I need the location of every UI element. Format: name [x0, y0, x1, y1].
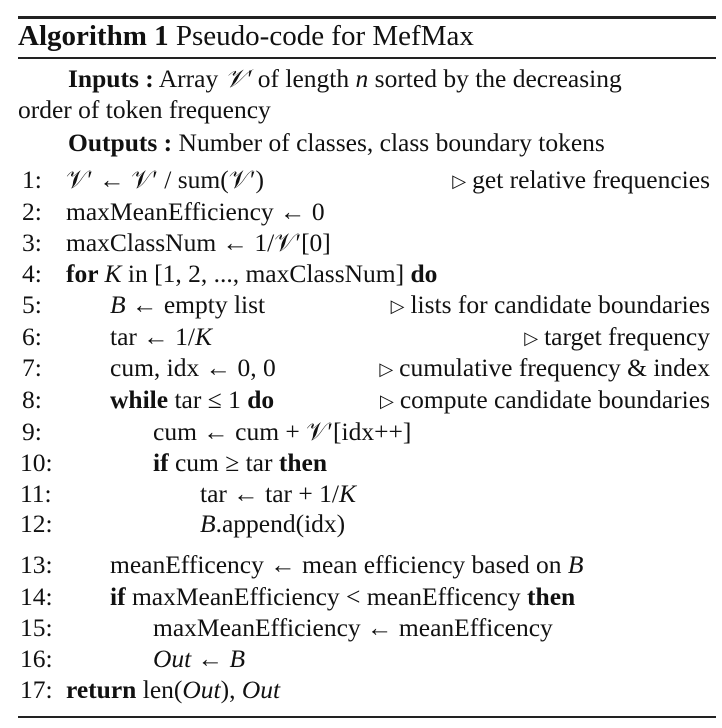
math-var: B: [110, 290, 126, 319]
inputs-text: Array: [158, 64, 225, 93]
math-var: Out: [182, 675, 221, 704]
code-text: len(: [136, 675, 183, 704]
algorithm-line: [0, 353, 722, 383]
algorithm-label: Algorithm 1: [18, 20, 169, 52]
line-comment: [452, 165, 710, 196]
comment-triangle-icon: ▷: [452, 171, 467, 191]
algorithm-line: [0, 675, 722, 705]
line-number: 6:: [22, 322, 42, 351]
algorithm-line: [0, 165, 722, 195]
line-code: [153, 644, 245, 674]
algorithm-line: [0, 613, 722, 643]
line-number: 15:: [20, 613, 53, 642]
code-text: maxMeanEfficiency < meanEfficency: [125, 582, 528, 611]
algorithm-line: [0, 197, 722, 227]
line-number: 3:: [22, 228, 42, 257]
top-rule: [18, 16, 716, 19]
inputs-text: of length: [251, 64, 356, 93]
keyword: do: [410, 259, 438, 288]
keyword: if: [110, 582, 126, 611]
algorithm-line: [0, 385, 722, 415]
comment-text: get relative frequencies: [472, 165, 710, 194]
code-text: ←: [191, 644, 230, 673]
caption-rule: [18, 57, 716, 59]
line-code: [110, 290, 265, 320]
line-comment: [524, 322, 710, 353]
keyword: then: [278, 448, 328, 477]
code-text: cum ≥ tar: [168, 448, 279, 477]
code-text: tar ← 1/: [110, 322, 195, 351]
line-number: 13:: [20, 550, 53, 579]
comment-text: compute candidate boundaries: [399, 385, 710, 414]
line-code: [110, 385, 274, 415]
math-var: Out: [153, 644, 192, 673]
bottom-rule: [18, 716, 716, 718]
code-text: meanEfficency ← mean efficiency based on: [110, 550, 568, 579]
code-text: tar ≤ 1: [168, 385, 248, 414]
line-code: [200, 509, 345, 539]
math-var: K: [339, 479, 357, 508]
algorithm-line: [0, 582, 722, 612]
line-code: [66, 228, 331, 258]
line-number: 10:: [20, 448, 53, 477]
line-number: 5:: [22, 290, 42, 319]
algorithm-line: [0, 290, 722, 320]
algorithm-line: [0, 479, 722, 509]
line-number: 2:: [22, 197, 42, 226]
inputs-n: n: [355, 64, 369, 93]
line-number: 14:: [20, 582, 53, 611]
line-code: [153, 613, 553, 643]
algorithm-line: [0, 644, 722, 674]
line-number: 4:: [22, 259, 42, 288]
math-var: K: [104, 259, 122, 288]
inputs-var: 𝒱′: [224, 64, 252, 93]
algorithm-title: [18, 20, 474, 53]
comment-triangle-icon: ▷: [390, 296, 405, 316]
line-number: 16:: [20, 644, 53, 673]
algorithm-line: [0, 550, 722, 580]
math-var: B: [200, 509, 216, 538]
keyword: do: [247, 385, 275, 414]
algorithm-line: [0, 228, 722, 258]
inputs-line: [0, 64, 722, 94]
line-code: [66, 259, 437, 289]
algorithm-line: [0, 448, 722, 478]
line-code: [66, 165, 264, 195]
inputs-text: sorted by the decreasing: [368, 64, 622, 93]
keyword: while: [110, 385, 169, 414]
inputs-label: Inputs :: [68, 64, 154, 93]
algorithm-caption: Pseudo-code for MefMax: [175, 20, 474, 52]
code-text: 𝒱′ ← 𝒱′ / sum(𝒱′): [66, 165, 265, 194]
line-code: [110, 582, 575, 612]
comment-triangle-icon: ▷: [524, 328, 539, 348]
comment-text: target frequency: [544, 322, 710, 351]
inputs-text: order of token frequency: [18, 95, 271, 124]
code-text: ),: [220, 675, 242, 704]
comment-text: lists for candidate boundaries: [410, 290, 710, 319]
line-number: 9:: [22, 417, 42, 446]
math-var: B: [229, 644, 246, 673]
line-comment: [391, 290, 710, 321]
line-code: [66, 675, 280, 705]
code-text: tar ← tar + 1/: [200, 479, 340, 508]
comment-text: cumulative frequency & index: [399, 353, 710, 382]
line-code: [66, 197, 325, 227]
keyword: return: [66, 675, 137, 704]
inputs-line-2: [0, 95, 722, 125]
line-comment: [379, 353, 710, 384]
algorithm-line: [0, 417, 722, 447]
line-number: 7:: [22, 353, 42, 382]
code-text: maxClassNum ← 1/𝒱′[0]: [66, 228, 331, 257]
comment-triangle-icon: ▷: [379, 359, 394, 379]
line-comment: [380, 385, 710, 416]
outputs-label: Outputs :: [68, 128, 173, 157]
line-code: [153, 417, 411, 447]
math-var: K: [194, 322, 212, 351]
code-text: maxMeanEfficiency ← meanEfficency: [153, 613, 553, 642]
line-code: [153, 448, 327, 478]
keyword: then: [527, 582, 576, 611]
keyword: for: [66, 259, 105, 288]
line-number: 17:: [20, 675, 53, 704]
line-number: 11:: [20, 479, 52, 508]
line-code: [110, 550, 583, 580]
line-code: [200, 479, 356, 509]
comment-triangle-icon: ▷: [380, 391, 394, 411]
algorithm-line: [0, 509, 722, 539]
outputs-text: Number of classes, class boundary tokens: [178, 128, 605, 157]
code-text: cum, idx ← 0, 0: [110, 353, 276, 382]
algorithm-line: [0, 322, 722, 352]
outputs-line: [0, 128, 722, 158]
line-number: 1:: [22, 165, 42, 194]
code-text: ← empty list: [125, 290, 266, 319]
code-text: maxMeanEfficiency ← 0: [66, 197, 325, 226]
code-text: cum ← cum + 𝒱′[idx++]: [153, 417, 412, 446]
math-var: Out: [241, 675, 281, 704]
keyword: if: [153, 448, 169, 477]
line-code: [110, 353, 276, 383]
line-number: 12:: [20, 509, 53, 538]
code-text: in [1, 2, ..., maxClassNum]: [121, 259, 411, 288]
line-code: [110, 322, 212, 352]
algorithm-line: [0, 259, 722, 289]
code-text: .append(idx): [215, 509, 346, 538]
math-var: B: [567, 550, 584, 579]
line-number: 8:: [22, 385, 42, 414]
